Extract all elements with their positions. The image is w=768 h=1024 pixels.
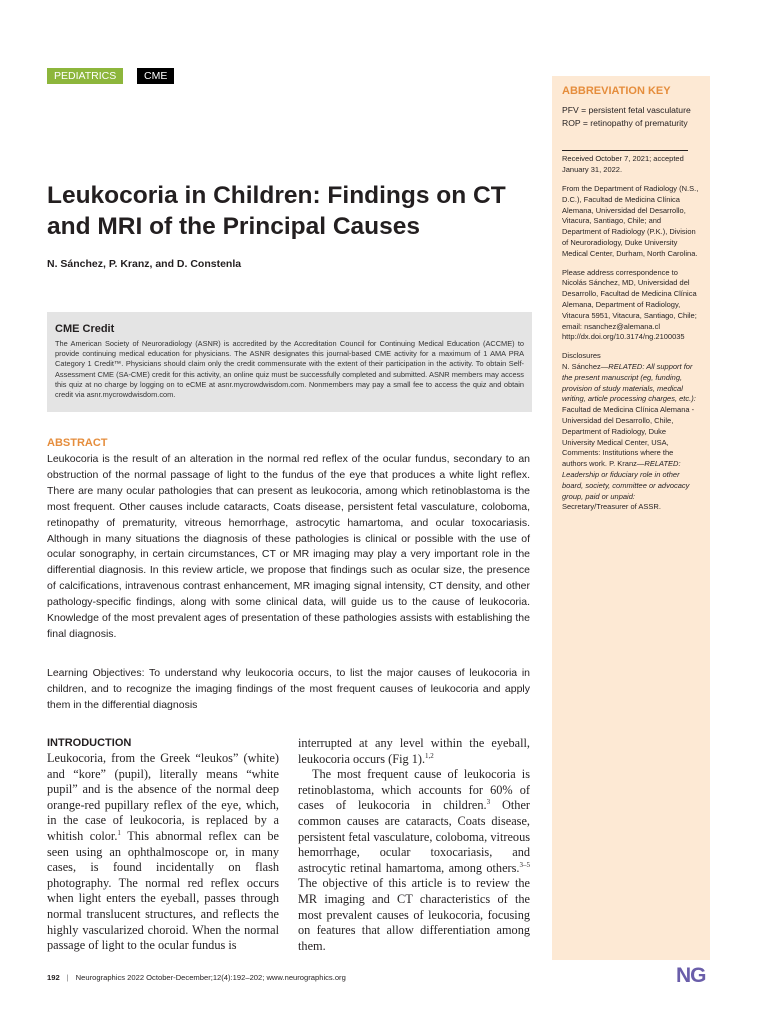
journal-logo: NG xyxy=(676,964,706,987)
abbreviation-key-heading: ABBREVIATION KEY xyxy=(562,85,671,97)
journal-citation: Neurographics 2022 October-December;12(4):192–202; www.neurographics.org xyxy=(75,973,346,982)
intro-column-1 xyxy=(47,751,279,954)
cme-tag: CME xyxy=(137,68,174,84)
intro-paragraph-2: The most frequent cause of leukocoria is retinoblastoma, which accounts for 60% of cases of leukocoria in children.$^3$ Other common causes are cataracts, Coats disease, persistent fetal vasculature, coloboma, vitreous hemorrhage, ocular toxocariasis, and astrocytic retinal hamartoma, among others.$^{3-5}$ The objective of this article is to review the MR imaging and CT characteristics of the most prevalent causes of leukocoria, focusing on features that allow differentiation among them. xyxy=(298,767,531,953)
cme-credit-heading: CME Credit xyxy=(55,323,115,335)
intro-paragraph-1: Leukocoria, from the Greek “leukos” (white) and “kore” (pupil), literally means “white pupil” and is the absence of the normal deep orange-red pupillary reflex of the eye, which, in the case of leukocoria, is replaced by a whitish color.$^1$ This abnormal reflex can be seen using an ophthalmoscope or, in many cases, is found incidentally on flash photography. The normal red reflex occurs when light enters the eyeball, passes through normal translucent structures, and reflects the highly vascularized choroid. When the normal passage of light to the ocular fundus is xyxy=(47,751,280,953)
intro-paragraph-1-cont: interrupted at any level within the eyeball, leukocoria occurs (Fig 1).$^{1,2}$ xyxy=(298,736,530,766)
correspondence: Please address correspondence to Nicolás Sánchez, MD, Universidad del Desarrollo, Facultad de Medicina Clínica Alemana, Department of Radiology, Vitacura 5951, Vitacura, Santiago, Chile; email: nsanchez@alemana.cl xyxy=(562,267,697,331)
abbreviation-item: PFV = persistent fetal vasculature xyxy=(562,105,691,115)
cme-credit-box xyxy=(47,312,532,412)
footer-separator: | xyxy=(66,973,69,982)
sidebar-divider xyxy=(562,150,688,151)
received-dates: Received October 7, 2021; accepted January 31, 2022. xyxy=(562,154,684,175)
sidebar xyxy=(552,76,710,960)
doi-link[interactable]: http://dx.doi.org/10.3174/ng.2100035 xyxy=(562,332,685,342)
learning-objectives: Learning Objectives: To understand why leukocoria occurs, to list the major causes of leukocoria in children, and to recognize the imaging findings of the most frequent causes of leukocoria and apply them in the differential diagnosis xyxy=(47,667,530,711)
article-title: Leukocoria in Children: Findings on CT and MRI of the Principal Causes xyxy=(47,182,506,240)
affiliations: From the Department of Radiology (N.S., D.C.), Facultad de Medicina Clínica Alemana, Universidad del Desarrollo, Vitacura, Santiago, Chile; and Department of Radiology (P.K.), Division of Neuroradiology, Duke University Medical Center, Durham, North Carolina. xyxy=(562,184,699,258)
page-number: 192 xyxy=(47,973,60,982)
disclosures-text: N. Sánchez—RELATED: All support for the present manuscript (eg, funding, provision of study materials, medical writing, article processing charges, etc.): Facultad de Medicina Clínica Alemana - Universidad del Desarrollo, Chile, Department of Radiology, Duke University Medical Center, USA, Comments: Institutions where the authors work. P. Kranz—RELATED: Leadership or fiduciary role in other board, society, committee or advocacy group, paid or unpaid: Secretary/Treasurer of ASSR. xyxy=(562,361,696,512)
abbreviation-item: ROP = retinopathy of prematurity xyxy=(562,117,688,128)
disclosures-heading: Disclosures xyxy=(562,351,601,361)
cme-credit-text: The American Society of Neuroradiology (ASNR) is accredited by the Accreditation Council for Continuing Medical Education (ACCME) to provide continuing medical education for physicians. The ASNR designates this journal-based CME activity for a maximum of 1 AMA PRA Category 1 Credit™. Physicians should claim only the credit commensurate with the extent of their participation in the activity. To obtain Self-Assessment CME (SA-CME) credit for this activity, an online quiz must be successfully completed and submitted. ASNR members may access this quiz at no charge by logging on to eCME at asnr.mycrowdwisdom.com. Nonmembers may pay a small fee to access the quiz and obtain credit via asnr.mycrowdwisdom.com. xyxy=(55,339,524,400)
intro-column-2 xyxy=(298,736,530,954)
authors: N. Sánchez, P. Kranz, and D. Constenla xyxy=(47,258,242,270)
page-footer xyxy=(47,973,346,982)
abstract-text: Leukocoria is the result of an alteration in the normal red reflex of the ocular fundus, secondary to an obstruction of the normal passage of light to the fundus of the eye that produces a white light reflex. There are many ocular pathologies that can present as leukocoria, among which retinoblastoma is the most frequent. Other causes include cataracts, Coats disease, persistent fetal vasculature, coloboma, retinopathy of prematurity, vitreous hemorrhage, astrocytic hamartoma, and ocular toxocariasis. Although in many situations the diagnosis of these pathologies is clinical or possible with the use of ocular sonography, in certain circumstances, CT or MR imaging may play a very important role in the differential diagnosis. In this review article, we propose that findings such as ocular size, the presence of calcifications, intravenous contrast enhancement, MR imaging signal intensity, CT density, and other pathology-specific findings, along with some clinical data, will guide us to the cause of leukocoria. Knowledge of the most prevalent ages of presentation of these pathologies assists with establishing the final diagnosis. xyxy=(47,453,530,640)
introduction-heading: INTRODUCTION xyxy=(47,737,132,749)
abstract-heading: ABSTRACT xyxy=(47,437,108,449)
section-tag: PEDIATRICS xyxy=(47,68,123,84)
